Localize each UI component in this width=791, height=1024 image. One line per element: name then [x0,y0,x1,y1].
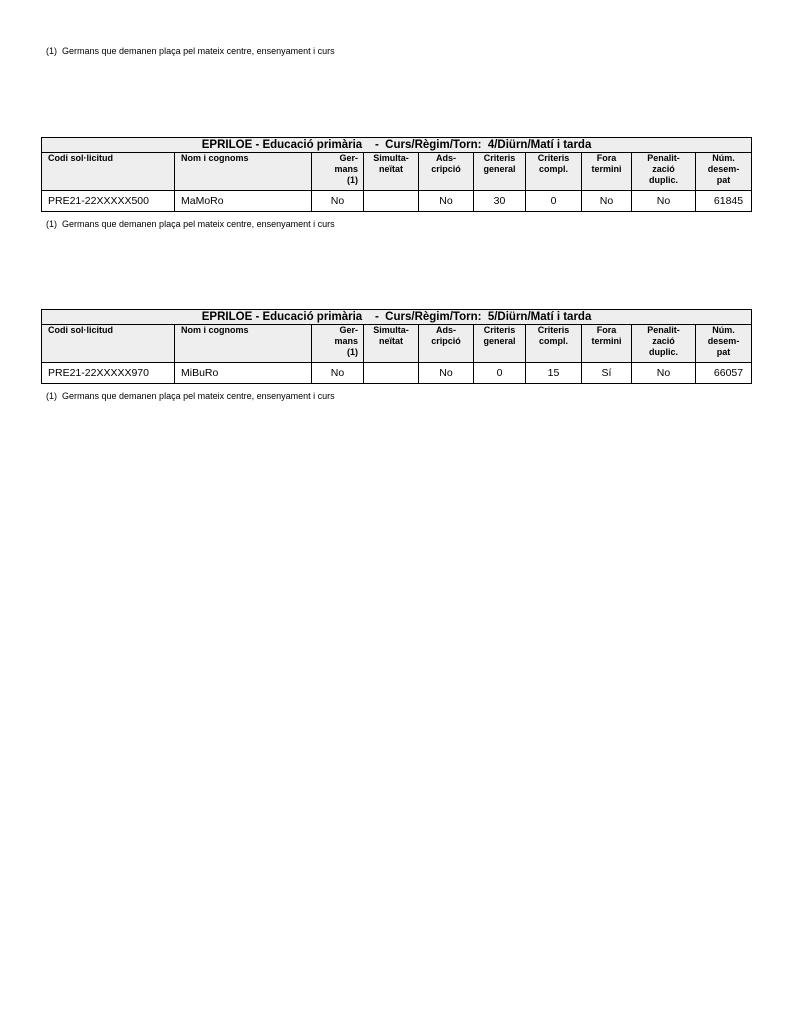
col-header-adscripcio: Ads- cripció [419,153,474,191]
col-header-penalitzacio: Penalit- zació duplic. [632,153,696,191]
table-row [42,191,752,212]
header-row [42,153,752,191]
col-header-num-desempat: Núm. desem- pat [696,153,752,191]
col-header-fora-termini: Fora termini [582,153,632,191]
cell-criteris-general: 0 [474,363,526,384]
col-header-germans: Ger- mans (1) [312,325,364,363]
col-header-nom: Nom i cognoms [175,325,312,363]
col-header-criteris-general: Criteris general [474,325,526,363]
cell-num-desempat: 66057 [696,363,752,384]
cell-criteris-general: 30 [474,191,526,212]
cell-nom: MiBuRo [175,363,312,384]
table-title: EPRILOE - Educació primària - Curs/Règim/Torn: 4/Diürn/Matí i tarda [42,138,752,153]
cell-fora-termini: No [582,191,632,212]
col-header-penalitzacio: Penalit- zació duplic. [632,325,696,363]
cell-germans: No [312,191,364,212]
cell-codi: PRE21-22XXXXX970 [42,363,175,384]
table-row [42,363,752,384]
col-header-simultaneitat: Simulta- neïtat [364,153,419,191]
col-header-simultaneitat: Simulta- neïtat [364,325,419,363]
footnote-table-1: (1) Germans que demanen plaça pel mateix centre, ensenyament i curs [46,219,335,229]
header-row [42,325,752,363]
col-header-adscripcio: Ads- cripció [419,325,474,363]
cell-penalitzacio: No [632,191,696,212]
col-header-codi: Codi sol·licitud [42,325,175,363]
cell-criteris-compl: 15 [526,363,582,384]
cell-simultaneitat [364,191,419,212]
cell-penalitzacio: No [632,363,696,384]
cell-fora-termini: Sí [582,363,632,384]
cell-criteris-compl: 0 [526,191,582,212]
cell-num-desempat: 61845 [696,191,752,212]
footnote-table-2: (1) Germans que demanen plaça pel mateix centre, ensenyament i curs [46,391,335,401]
col-header-criteris-compl: Criteris compl. [526,153,582,191]
col-header-criteris-compl: Criteris compl. [526,325,582,363]
cell-simultaneitat [364,363,419,384]
table-title: EPRILOE - Educació primària - Curs/Règim/Torn: 5/Diürn/Matí i tarda [42,310,752,325]
cell-adscripcio: No [419,191,474,212]
admission-table-2 [41,309,751,384]
cell-codi: PRE21-22XXXXX500 [42,191,175,212]
admission-table-1 [41,137,751,212]
col-header-codi: Codi sol·licitud [42,153,175,191]
cell-adscripcio: No [419,363,474,384]
col-header-nom: Nom i cognoms [175,153,312,191]
col-header-germans: Ger- mans (1) [312,153,364,191]
cell-nom: MaMoRo [175,191,312,212]
col-header-num-desempat: Núm. desem- pat [696,325,752,363]
cell-germans: No [312,363,364,384]
col-header-fora-termini: Fora termini [582,325,632,363]
col-header-criteris-general: Criteris general [474,153,526,191]
footnote-top: (1) Germans que demanen plaça pel mateix centre, ensenyament i curs [46,46,335,56]
